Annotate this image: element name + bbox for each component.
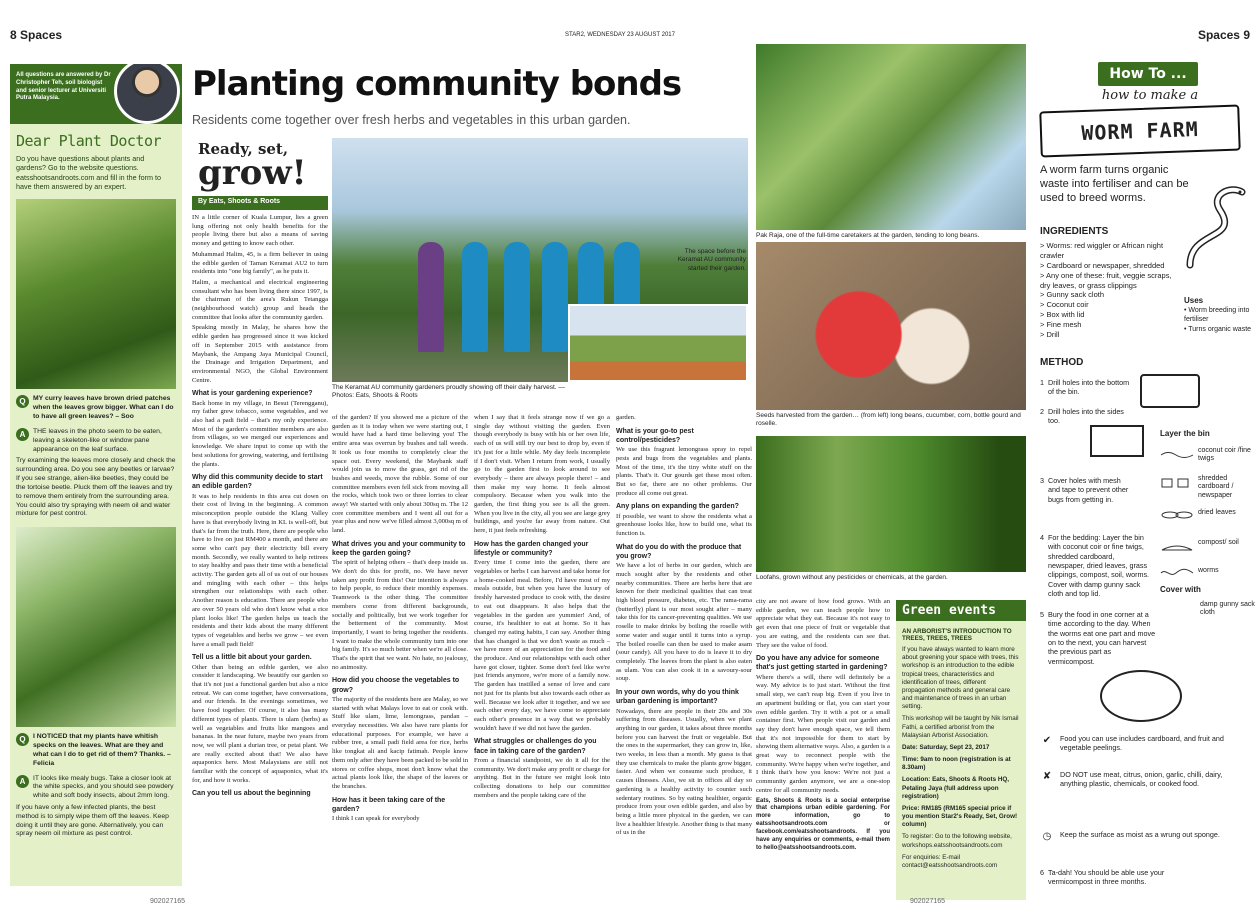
paragraph: Other than being an edible garden, we also consider it landscaping. We beautify our garden so that it's not just a functional garden but also a nice retreat. We can come together, have conversations, and our friends. In the evenings sometimes, we have food together. Of course, it also has many different types of plants. There is ulam (herbs) as well as vegetables and fruits like mangoes and bananas. In the near future, maybe two years from now, we will plant a durian tree, or petai plant. We are really excited about that! We also have aquaponics here. Most Malaysians are still not familiar with the concept of aquaponics, what it's for, and how it works. (192, 663, 328, 784)
paragraph: The spirit of helping others – that's deep inside us. We don't do this for profit, no. We have never taken any profit from this! Our intention is always to help people, to reduce their monthly expenses. Teamwork is the other thing. The committee members come from different backgrounds, socially and politically, but we work together for the betterment of the community. Most importantly, I want to bring together the residents. I want to make the whole community turn into one big family. It's so much better when we're all close. That's the spirit that we want. No hate, no jealousy, no animosity. (332, 559, 468, 671)
method-step-3 (1040, 476, 1130, 504)
footer-code-left: 902027165 (150, 898, 186, 905)
step-number: 4 (1040, 533, 1044, 542)
question-heading: What is your go-to pest control/pesticides? (616, 427, 694, 444)
page-number-left: 8 Spaces (10, 28, 63, 42)
column-logo (198, 140, 318, 193)
step-number: 6 (1040, 868, 1044, 877)
method-step-4 (1040, 533, 1152, 599)
bin-icon (1140, 374, 1200, 408)
question-1 (10, 389, 182, 421)
paragraph: Where there's a will, there will definitely be a way. My advice is to just start. Without the first small step, we can't reap big. Even if you live in an apartment building or flat, you can start your own edible garden. Try it with a pot or a small container first. When people visit our garden and say they don't have enough space, we tell them that it's not impossible for them to start by showing them alternative ways. Also, a garden is a great way to reconnect people with the community. We're happy when we're together, and I think that's how you know: We're not just a community garden anymore, we are a one-stop centre for all community needs. (756, 673, 890, 794)
answer-text: IT looks like mealy bugs. Take a closer look at the white specks, and you should see powdery white and soft body insects, about 2mm long. (33, 774, 174, 800)
event-price: Price: RM185 (RM165 special price if you mention Star2's Ready, Set, Grow! column) (902, 804, 1018, 829)
paragraph: It was to help residents in this area cut down on their cost of living in the beginning. A common misconception people outside the Klang Valley have is that everybody living in KL is well-off, but that's far from the truth. Here, there are people who have to live on just RM400 a month, and there are some who can't pay their electricity bill every month. Secondly, we really wanted to help retirees to stay healthy and pass their time with a beneficial activity. The garden gets all of us out of our houses and mingling with each other – this helps strengthen our relationships with each other. Another reason is education. There are people who are over 50 years old who don't know what a rice plant looks like! The garden helps us teach the residents and their kids about the many different types of vegetables and herbs we grow – we even have a small padi field! (192, 492, 328, 648)
uses-heading: Uses (1184, 296, 1204, 305)
layer-item: worms (1198, 567, 1219, 574)
event-enquiries: For enquiries: E-mail contact@eatsshootsandroots.com (902, 853, 998, 869)
gardener-figure (462, 242, 488, 352)
cross-icon: ✘ (1042, 771, 1052, 782)
answer-1 (10, 422, 182, 454)
question-heading: How has the garden changed your lifestyle or community? (474, 540, 589, 558)
event-register: To register: Go to the following website, workshops.eatsshootsandroots.com (902, 833, 1012, 849)
rule-text: Food you can use includes cardboard, and fruit and vegetable peelings. (1060, 734, 1224, 753)
compost-icon (1160, 542, 1194, 552)
seeds-caption: Seeds harvested from the garden… (from left) long beans, cucumber, corn, bottle gourd and roselle. (756, 412, 1021, 428)
caretaker-photo (756, 44, 1026, 230)
question-heading: Why did this community decide to start an edible garden? (192, 474, 323, 491)
question-heading: What drives you and your community to keep the garden going? (332, 540, 466, 558)
gardener-figure (418, 242, 444, 352)
question-2 (10, 727, 182, 768)
method-heading: METHOD (1040, 357, 1084, 368)
paragraph: Nowadays, there are people in their 20s and 30s suffering from diseases. Usually, when we plant anything in our garden, it takes about three months before you can harvest the fruit or vegetable. But the ones in the supermarket, they can grow in, like, two weeks, in less than a month. My guess is that they use chemicals to make the plants grow bigger, faster. And when we consume such produce, it causes illnesses. Also, we sit in offices all day so gardening is a healthy activity to counter such sedentary routines. So by eating healthier, organic produce from your own edible garden, and also by being a little more physical in the garden, we can live a healthier lifestyle. Another thing is that many of us in the (616, 707, 752, 837)
paragraph: Back home in my village, in Besut (Terengganu), my father grew tobacco, some vegetables, and we also had a padi field – that's my only experience. Most of the garden's committee members are also from villages, so we merged our experiences and knowledge. We share input to come up with the best solutions for growing, watering, and fertilising the plants. (192, 399, 328, 468)
event-location: Location: Eats, Shoots & Roots HQ, Petaling Jaya (full address upon registration) (902, 776, 1010, 800)
article-column-1 (192, 214, 328, 894)
rule-item (1040, 734, 1240, 753)
main-photo-caption: The Keramat AU community gardeners proudly showing off their daily harvest. — Photos: Eats, Shoots & Roots (332, 384, 565, 400)
step-number: 2 (1040, 407, 1044, 416)
cover-heading: Cover with (1160, 585, 1201, 594)
article-headline: Planting community bonds (192, 64, 682, 104)
footer-code-right: 902027165 (910, 898, 946, 905)
gardener-figure (542, 242, 568, 352)
clock-icon: ◷ (1042, 831, 1052, 842)
rule-item (1040, 830, 1240, 843)
loofah-caption: Loofahs, grown without any pesticides or chemicals, at the garden. (756, 574, 948, 581)
article-column-3 (474, 414, 610, 894)
before-garden-photo (568, 304, 748, 382)
answer-body: Try examining the leaves more closely and check the surrounding area. Do you see any beetles or larvae? If you see strange, alien-like beetles, they could be the tortoise beetle. Pluck them off the leaves and try to remove them entirely from the surrounding area. You could also try spraying with neem oil and water mixture for pest control. (16, 457, 176, 518)
paragraph: We have a lot of herbs in our garden, which are much sought after by the residents and other nearby communities. There are herbs here that are known for their medicinal qualities that can treat high blood pressure, diabetes, etc. The rama-rama (butterfly) plant is our most sought after – many take this for its cancer-preventing qualities. We use roselle to make drinks by boiling the roselle with some water and sugar until it turns into a syrup. The boiled roselle can then be used to make asam (sour candy). All you have to do is leave it to dry completely. The leaves from the plant is also eaten as ulam. You can also cook it in a savoury-sour soup. (616, 562, 752, 683)
question-heading: What struggles or challenges do you face in taking care of the garden? (474, 738, 597, 755)
question-heading: What is your gardening experience? (192, 390, 313, 398)
ingredients-list (1040, 241, 1180, 340)
paragraph: of the garden? If you showed me a picture of the garden as it is today when we were starting out, I would have had a hard time believing you! The entire area was overrun by bushes and tall weeds. It took us four months to completely clear the space out. Every weekend, the Maybank staff would join us to mow the grass, get rid of the bushes and weeds, move the rubble. Some of our committee members even fell sick from moving all the rocks, which took two or three lorries to clear away! We started with only about 300sq m. The 12 core committee members and I went all out for a year plus and now we've filled almost 3,000sq m of land. (332, 414, 468, 535)
dear-plant-doctor-sidebar (10, 64, 182, 886)
paragraph: The majority of the residents here are Malay, so we started with what Malays love to eat or cook with. Stuff like ulam, lime, lemongrass, pandan – everyday necessities. We also have rare plants for educational purposes. For example, we have a rubber tree, a small padi field area for rice, herbs like tongkat ali and kacip fatimah. People know them only after they have been packed to be sold in stores or coffee shops, most don't know what the actual plants look like, the shape of the leaves or the branches. (332, 695, 468, 790)
q-badge: Q (16, 733, 29, 746)
paragraph: city are not aware of how food grows. With an edible garden, we can teach people how to appreciate what they eat. Because it's not easy to get even that one piece of fruit or vegetable that you are eating, and the residents can see that. They see the value of food. (756, 598, 890, 649)
a-badge: A (16, 775, 29, 788)
ingredient-item: > Drill (1040, 330, 1060, 340)
question-heading: Tell us a little bit about your garden. (192, 654, 312, 662)
how-to-badge: How To ... (1098, 62, 1198, 86)
paragraph: We use this fragrant lemongrass spray to repel pests and bugs from the vegetables and plants. Most of the time, it's the tiny white stuff on the plants. That's it. Our gourds get these most often. But so far, there are no other problems. Our produce all come out great. (616, 446, 752, 497)
curry-leaves-photo (16, 199, 176, 389)
answer-2 (10, 769, 182, 801)
paragraph: Muhammad Halim, 45, is a firm believer in using the edible garden of Taman Keramat AU2 to turn residents into "one big family", as he puts it. (192, 250, 328, 276)
green-events-box (896, 600, 1026, 900)
paragraph: garden. (616, 414, 636, 421)
cardboard-icon (1160, 478, 1194, 488)
ingredient-item: > Coconut coir (1040, 300, 1089, 310)
method-step-5 (1040, 610, 1156, 666)
question-heading: Can you tell us about the beginning (192, 790, 311, 798)
ingredient-item: > Gunny sack cloth (1040, 290, 1104, 300)
question-heading: How did you choose the vegetables to grow? (332, 677, 460, 694)
step-text: Drill holes into the sides too. (1048, 407, 1124, 426)
layer-item: shredded cardboard / newspaper (1198, 475, 1234, 499)
event-instructor: This workshop will be taught by Nik Ismail Fathi, a certified arborist from the Malaysian Arborist Association. (902, 715, 1019, 739)
paragraph: IN a little corner of Kuala Lumpur, lies a green lung offering not only health benefits for the people living there but also a means of saving money and getting to know each other. (192, 214, 328, 248)
event-heading: AN ARBORIST'S INTRODUCTION TO TREES, TREES, TREES (902, 628, 1012, 642)
uses-box (1184, 296, 1254, 334)
q-badge: Q (16, 395, 29, 408)
worm-farm-intro: A worm farm turns organic waste into fertiliser and can be used to breed worms. (1040, 164, 1189, 204)
dried-leaves-icon (1160, 510, 1194, 520)
step-number: 1 (1040, 378, 1044, 387)
use-item: • Turns organic waste (1184, 325, 1252, 333)
sidebar-intro: Do you have questions about plants and gardens? Go to the website questions. eatsshootsandroots.com and fill in the form to have them answered by an expert. (16, 154, 162, 192)
step-number: 3 (1040, 476, 1044, 485)
article-standfirst: Residents come together over fresh herbs and vegetables in this urban garden. (192, 113, 631, 127)
ingredient-item: > Fine mesh (1040, 320, 1082, 330)
ingredient-item: > Any one of these: fruit, veggie scraps, dry leaves, or grass clippings (1040, 270, 1172, 290)
paragraph: Every time I come into the garden, there are vegetables or herbs I can harvest and take home for a home-cooked meal. Before, I'd have most of my meals outside, but when you have the luxury of freshly harvested produce to cook with, the desire to eat out disappears. It also helps that the vegetables in the garden are yummier! And, of course, it's healthier to eat at home. So it has changed my eating habits, I can say. Another thing that has changed is that we don't waste as much – we have more of an appreciation for the food and the produce. And our relationships with each other have got closer, tighter. Some don't feel like we're just friends anymore, we're more of a family now. The garden has instilled a sense of love and care not just for its plants but also towards each other as well. Because we look after it together, and we see each other every day, we have come to appreciate each other's presence in a way that we probably wouldn't have if we did not have the garden. (474, 559, 610, 732)
a-badge: A (16, 428, 29, 441)
worm-farm-subtitle: how to make a (1101, 88, 1199, 103)
article-column-4 (616, 414, 752, 894)
article-column-2 (332, 414, 468, 894)
ingredient-item: > Cardboard or newspaper, shredded (1040, 260, 1165, 270)
question-text: MY curry leaves have brown dried patches when the leaves grow bigger. What can I do to have all green leaves? – Soo (33, 395, 174, 421)
event-date: Date: Saturday, Sept 23, 2017 (902, 743, 990, 751)
answer-text: THE leaves in the photo seem to be eaten, leaving a skeleton-like or window pane appearance on the leaf surface. (33, 427, 162, 453)
plant-specks-photo (16, 527, 176, 727)
question-heading: Do you have any advice for someone that's just getting started in gardening? (756, 655, 888, 672)
ingredient-item: > Box with lid (1040, 310, 1085, 320)
paragraph: when I say that it feels strange now if we go a single day without visiting the garden. Even though everybody is busy with his or her own life, each of us will still try our best to drop by, even if it's just for a little while. My day feels incomplete if I don't visit. When I return from work, I usually go to the garden first to look around to see everybody – there are always people there! – and then make my way home. It feels almost compulsory. Because when you walk into the garden, the first thing you see is all the green. When you live in the city, all you see are large grey buildings, and you're far away from nature. Out here, it just feels refreshing. (474, 414, 610, 535)
layer-item: compost/ soil (1198, 539, 1239, 546)
cover-item: damp gunny sack cloth (1200, 601, 1255, 617)
step-text: Cover holes with mesh and tape to prevent other bugs from getting in. (1048, 476, 1129, 504)
step-text: Bury the food in one corner at a time according to the day. When the worms eat one part and move on to the next, you can harvest the previous part as vermicompost. (1048, 610, 1156, 666)
question-heading: How has it been taking care of the garden? (332, 796, 446, 813)
rule-item (1040, 770, 1240, 789)
coconut-coir-icon (1160, 450, 1194, 460)
page-number-right: Spaces 9 (1197, 28, 1250, 42)
layer-heading: Layer the bin (1160, 429, 1210, 438)
question-heading: Any plans on expanding the garden? (616, 503, 739, 511)
loofah-photo (756, 436, 1026, 572)
paragraph: If possible, we want to show the residents what a greenhouse looks like, how to build one, what its function is. (616, 512, 752, 538)
worm-icon (1180, 180, 1250, 270)
seeds-photo (756, 242, 1026, 410)
worm-farm-title: WORM FARM (1039, 105, 1240, 158)
caretaker-caption: Pak Raja, one of the full-time caretakers at the garden, tending to long beans. (756, 232, 980, 239)
sidebar-title: Dear Plant Doctor (16, 132, 162, 150)
gardener-figure (504, 242, 530, 352)
paragraph: Speaking mostly in Malay, he shares how the edible garden has progressed since it was kicked off in September 2015 with assistance from Maybank, the Ampang Jaya Municipal Council, the Drainage and Irrigation Department, and environmental NGO, the Global Environment Centre. (192, 324, 328, 384)
inset-photo-caption: The space before the Keramat AU community started their garden. (677, 248, 746, 272)
layer-item: dried leaves (1198, 509, 1236, 516)
step-number: 5 (1040, 610, 1044, 619)
layer-item: coconut coir /fine twigs (1198, 447, 1251, 463)
food-sections-icon (1100, 670, 1182, 722)
method-step-2 (1040, 407, 1130, 426)
ingredient-item: > Worms: red wiggler or African night crawler (1040, 241, 1164, 260)
method-step-6 (1040, 868, 1180, 887)
question-heading: In your own words, why do you think urban gardening is important? (616, 689, 739, 706)
issue-date: STAR2, WEDNESDAY 23 AUGUST 2017 (565, 32, 675, 38)
bin-side-icon (1090, 425, 1144, 457)
paragraph: Halim, a mechanical and electrical engineering consultant who has been living there since 1997, is the chairman of the area's Rukun Tetangga (neighbourhood watch) group and heads the committee that looks after the community garden. (192, 278, 328, 321)
events-title: Green events (896, 600, 1026, 621)
use-item: • Worm breeding into fertiliser (1184, 307, 1250, 324)
question-heading: What do you do with the produce that you grow? (616, 543, 742, 560)
step-text: Drill holes into the bottom of the bin. (1048, 378, 1130, 397)
paragraph: I think I can speak for everybody (332, 815, 420, 823)
rule-text: Keep the surface as moist as a wrung out sponge. (1060, 830, 1220, 839)
paragraph: From a financial standpoint, we do it all for the community. We don't make any profit or charge for anything. But in the future we might look into collecting donations to help our committee members and the people taking care of the (474, 756, 610, 799)
article-column-5 (756, 598, 890, 898)
contact-note: Eats, Shoots & Roots is a social enterprise that champions urban edible gardening. For more information, go to eatsshootsandroots.com or facebook.com/eatsshootsandroots. If you have any enquiries or comments, e-mail them to hello@eatsshootsandroots.com. (756, 797, 890, 851)
column-logo-line2: grow! (198, 153, 307, 193)
step-text: Ta-dah! You should be able use your vermicompost in three months. (1048, 868, 1165, 887)
question-text: I NOTICED that my plants have whitish specks on the leaves. What are they and what can I do to get rid of them? Thanks. – Felicia (33, 733, 171, 767)
column-logo-line1: Ready, set, (198, 140, 289, 158)
method-step-1 (1040, 378, 1130, 397)
worms-icon (1160, 568, 1194, 578)
event-description: If you have always wanted to learn more about greening your space with trees, this workshop is an introduction to the edible tropical trees, characteristics and identification of trees, different propagation methods and general care and maintenance of trees in an urban setting. (902, 646, 1019, 711)
rule-text: DO NOT use meat, citrus, onion, garlic, chilli, dairy, anything plastic, chemicals, or cooked food. (1060, 770, 1223, 789)
step-text: For the bedding: Layer the bin with coconut coir or fine twigs, shredded cardboard, newspaper, dried leaves, grass clippings, compost, soil, worms. Cover with damp gunny sack cloth and top lid. (1048, 533, 1150, 599)
event-time: Time: 9am to noon (registration is at 8.30am) (902, 756, 1011, 772)
answer-body: If you have only a few infected plants, the best method is to simply wipe them off the leaves. Keep doing it until they are gone. Alternatively, you can spray neem oil mixture as pest control. (16, 804, 169, 838)
byline: By Eats, Shoots & Roots (192, 196, 328, 210)
answerer-box: All questions are answered by Dr Christopher Teh, soil biologist and senior lecturer at Universiti Putra Malaysia. (10, 64, 182, 124)
ingredients-heading: INGREDIENTS (1040, 226, 1109, 237)
check-icon: ✔ (1042, 735, 1052, 746)
